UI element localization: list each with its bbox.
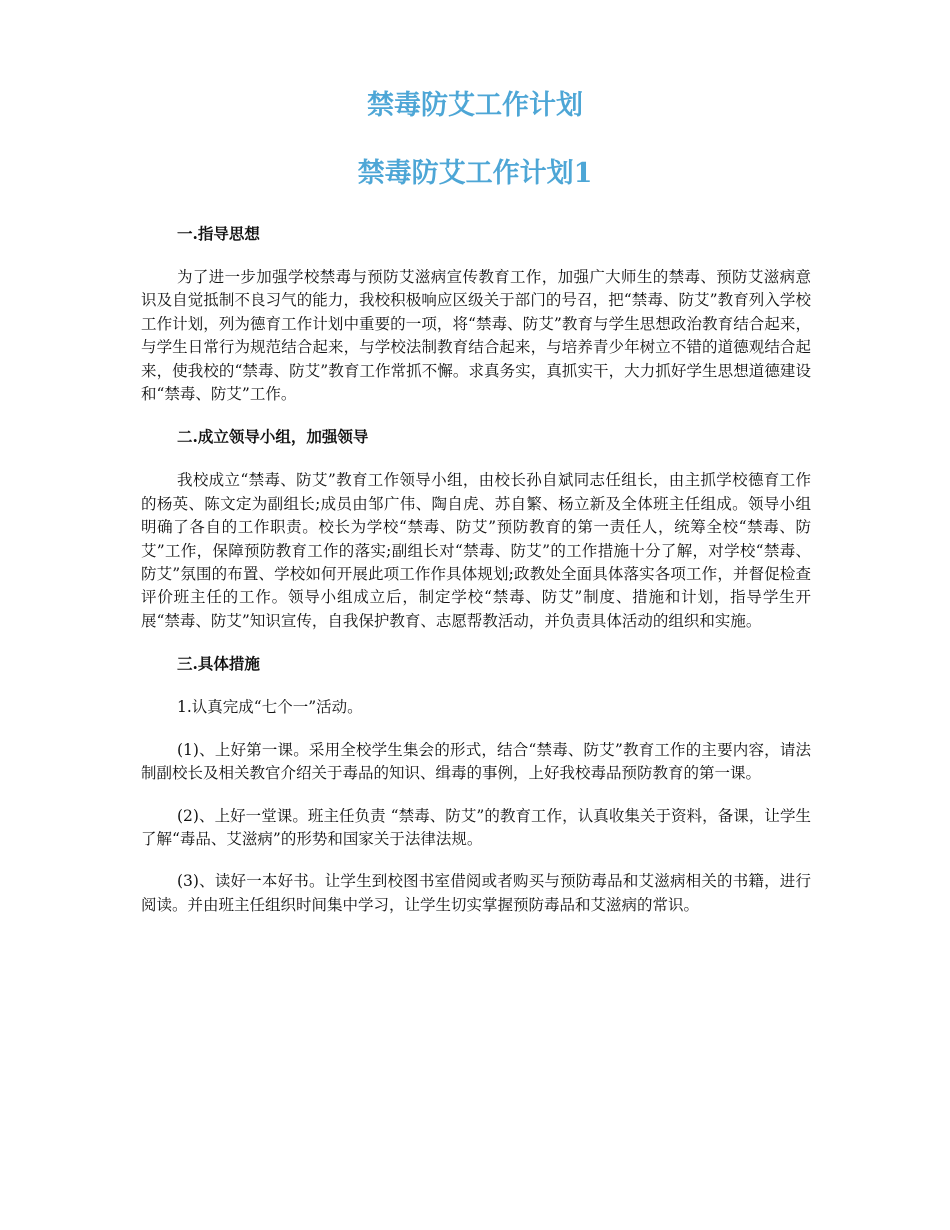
section-leadership-group <box>141 425 811 633</box>
section-heading: 三.具体措施 <box>177 654 260 674</box>
body-paragraph: (3)、读好一本好书。让学生到校图书室借阅或者购买与预防毒品和艾滋病相关的书籍，进行阅读。并由班主任组织时间集中学习，让学生切实掌握预防毒品和艾滋病的常识。 <box>141 872 811 914</box>
body-paragraph: 1.认真完成“七个一”活动。 <box>177 698 363 717</box>
body-paragraph: 为了进一步加强学校禁毒与预防艾滋病宣传教育工作，加强广大师生的禁毒、预防艾滋病意识及自觉抵制不良习气的能力，我校积极响应区级关于部门的号召，把“禁毒、防艾”教育列入学校工作计划，列为德育工作计划中重要的一项，将“禁毒、防艾”教育与学生思想政治教育结合起来，与学生日常行为规范结合起来，与学校法制教育结合起来，与培养青少年树立不错的道德观结合起来，使我校的“禁毒、防艾”教育工作常抓不懈。求真务实，真抓实干，大力抓好学生思想道德建设和“禁毒、防艾”工作。 <box>141 268 811 404</box>
section-specific-measures <box>141 652 811 917</box>
section-heading: 二.成立领导小组，加强领导 <box>177 427 369 447</box>
document-body <box>141 222 811 936</box>
section-guiding-ideology <box>141 222 811 406</box>
document-title: 禁毒防艾工作计划 <box>367 90 583 121</box>
body-paragraph: 我校成立“禁毒、防艾”教育工作领导小组，由校长孙自斌同志任组长，由主抓学校德育工作的杨英、陈文定为副组长;成员由邹广伟、陶自虎、苏自繁、杨立新及全体班主任组成。领导小组明确了各自的工作职责。校长为学校“禁毒、防艾”预防教育的第一责任人，统筹全校“禁毒、防艾”工作，保障预防教育工作的落实;副组长对“禁毒、防艾”的工作措施十分了解，对学校“禁毒、防艾”氛围的布置、学校如何开展此项工作作具体规划;政教处全面具体落实各项工作，并督促检查评价班主任的工作。领导小组成立后，制定学校“禁毒、防艾”制度、措施和计划，指导学生开展“禁毒、防艾”知识宣传，自我保护教育、志愿帮教活动，并负责具体活动的组织和实施。 <box>141 471 811 630</box>
section-heading: 一.指导思想 <box>177 224 260 243</box>
body-paragraph: (1)、上好第一课。采用全校学生集会的形式，结合“禁毒、防艾”教育工作的主要内容，请法制副校长及相关教官介绍关于毒品的知识、缉毒的事例，上好我校毒品预防教育的第一课。 <box>141 740 811 783</box>
body-paragraph: (2)、上好一堂课。班主任负责 “禁毒、防艾”的教育工作，认真收集关于资料，备课，让学生了解“毒品、艾滋病”的形势和国家关于法律法规。 <box>141 806 811 848</box>
document-subtitle: 禁毒防艾工作计划1 <box>357 158 593 189</box>
